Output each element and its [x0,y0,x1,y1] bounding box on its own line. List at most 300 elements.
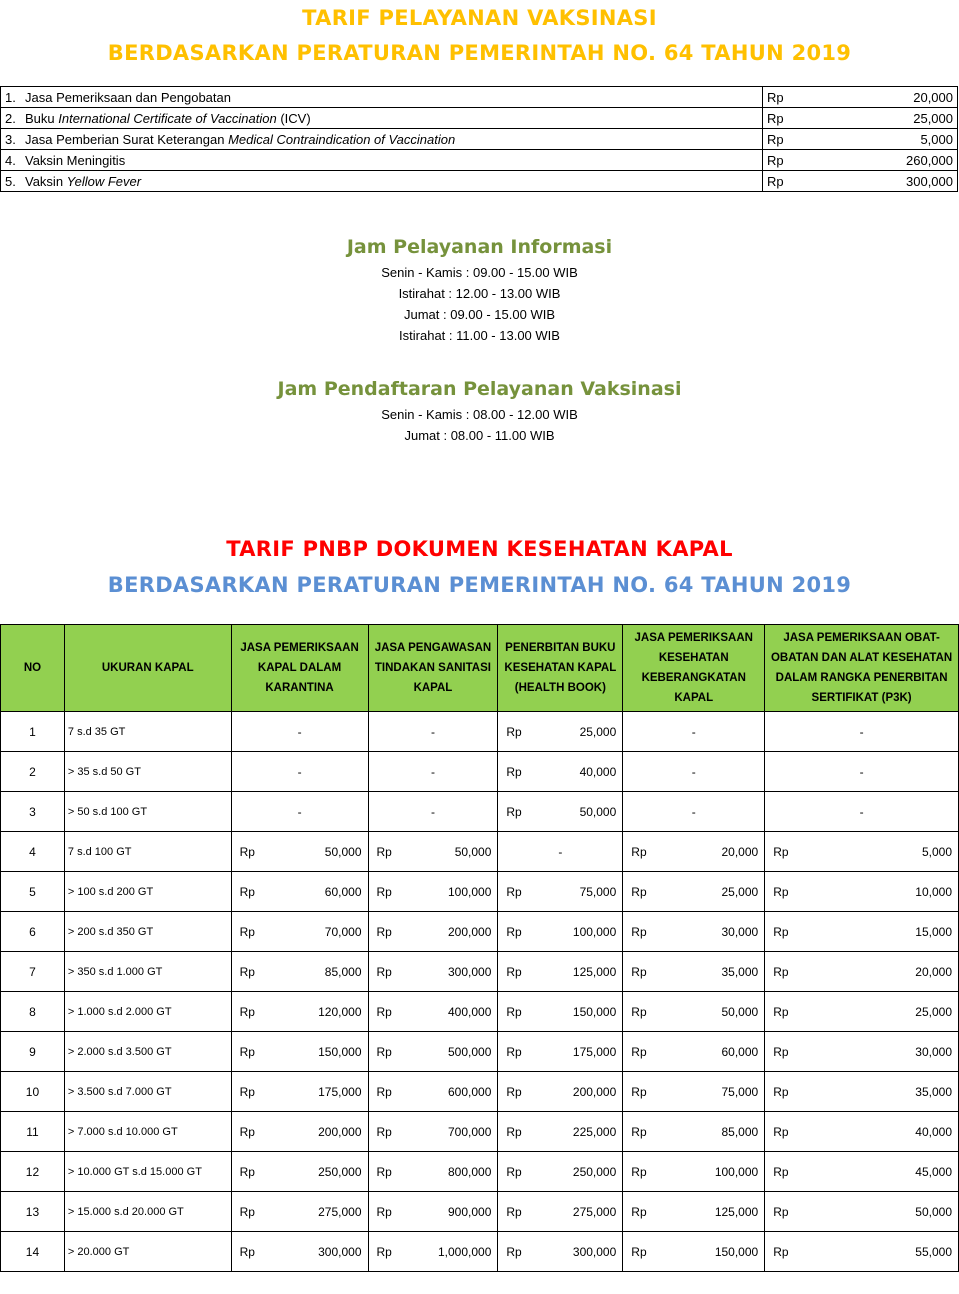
ship-fee-cell [623,832,765,872]
ship-fee [623,1125,764,1139]
tarif-desc-text: Jasa Pemberian Surat Keterangan [25,131,229,147]
ship-size: > 100 s.d 200 GT [64,872,231,912]
ship-fee-cell [623,1232,765,1272]
ship-fee-cell [498,1152,623,1192]
ship-table-row [1,992,959,1032]
ship-fee-cell [368,1112,498,1152]
ship-fee-amount: 200,000 [318,1124,362,1139]
ship-fee [232,1205,368,1219]
ship-fee [623,845,764,859]
ship-fee-cell [498,712,623,752]
ship-fee-currency: Rp [631,1124,647,1139]
ship-fee-empty: - [498,832,623,872]
ship-fee-cell [765,912,959,952]
ship-size: > 2.000 s.d 3.500 GT [64,1032,231,1072]
ship-table-row [1,1152,959,1192]
ship-fee-cell [765,1232,959,1272]
ship-fee [498,765,622,779]
ship-fee [232,1085,368,1099]
jam-pendaftaran-line: Senin - Kamis : 08.00 - 12.00 WIB [381,407,578,422]
ship-fee-amount: 175,000 [572,1044,617,1059]
ship-fee-cell [231,832,368,872]
ship-fee-currency: Rp [239,1044,255,1059]
ship-fee-amount: 900,000 [448,1204,492,1219]
ship-fee-currency: Rp [376,1244,392,1259]
ship-fee-empty: - [623,792,765,832]
tarif-desc-italic: International Certificate of Vaccination [58,110,277,126]
ship-fee [232,1125,368,1139]
vaksinasi-title: TARIF PELAYANAN VAKSINASI [302,6,657,30]
ship-size: > 15.000 s.d 20.000 GT [64,1192,231,1232]
ship-fee-amount: 20,000 [915,964,952,979]
vaksinasi-subtitle: BERDASARKAN PERATURAN PEMERINTAH NO. 64 TAHUN 2019 [107,41,852,65]
ship-table-row [1,1232,959,1272]
ship-fee-amount: 15,000 [915,924,952,939]
ship-fee-cell [623,1032,765,1072]
ship-fee-cell [498,872,623,912]
ship-fee-amount: 600,000 [448,1084,492,1099]
ship-fee-cell [765,1032,959,1072]
ship-fee-currency: Rp [506,1084,522,1099]
ship-size: > 350 s.d 1.000 GT [64,952,231,992]
ship-fee-cell [498,792,623,832]
ship-fee-amount: 60,000 [721,1044,759,1059]
tarif-no: 1. [5,89,16,105]
ship-fee [765,925,958,939]
ship-fee [369,1205,498,1219]
tarif-desc-italic: Medical Contraindication of Vaccination [228,131,456,147]
ship-fee-amount: 35,000 [915,1084,952,1099]
ship-table-row [1,832,959,872]
ship-fee-currency: Rp [239,1124,255,1139]
ship-fee-amount: 50,000 [579,804,617,819]
ship-fee-amount: 25,000 [721,884,759,899]
ship-row-no: 9 [1,1032,65,1072]
tarif-desc-text: Jasa Pemeriksaan dan Pengobatan [25,89,231,105]
ship-fee-amount: 5,000 [921,844,952,859]
tarif-desc [1,87,763,108]
ship-fee-amount: 200,000 [572,1084,617,1099]
ship-fee [369,1005,498,1019]
ship-fee-currency: Rp [506,1164,522,1179]
ship-fee [232,1165,368,1179]
jam-informasi-line: Jumat : 09.00 - 15.00 WIB [403,307,556,322]
ship-fee-amount: 300,000 [448,964,492,979]
ship-fee-amount: 75,000 [579,884,617,899]
ship-table-row [1,1032,959,1072]
ship-fee-empty: - [765,792,959,832]
ship-fee [765,845,958,859]
ship-row-no: 8 [1,992,65,1032]
ship-table-row [1,1072,959,1112]
ship-fee-cell [623,952,765,992]
ship-row-no: 10 [1,1072,65,1112]
ship-fee-cell [231,912,368,952]
ship-fee-amount: 35,000 [721,964,759,979]
ship-fee-empty: - [231,752,368,792]
ship-fee-amount: 200,000 [448,924,492,939]
ship-fee-currency: Rp [631,1204,647,1219]
ship-fee-cell [231,1032,368,1072]
ship-fee-amount: 85,000 [324,964,362,979]
ship-fee-currency: Rp [773,964,789,979]
ship-table-row [1,952,959,992]
ship-fee-amount: 400,000 [448,1004,492,1019]
ship-fee-currency: Rp [239,1244,255,1259]
ship-fee-amount: 25,000 [579,724,617,739]
ship-fee-currency: Rp [773,1164,789,1179]
ship-fee-amount: 300,000 [572,1244,617,1259]
ship-fee-currency: Rp [631,1004,647,1019]
ship-fee-cell [231,952,368,992]
ship-fee-amount: 100,000 [448,884,492,899]
ship-fee-amount: 85,000 [721,1124,759,1139]
ship-fee-currency: Rp [239,884,255,899]
ship-fee [765,1125,958,1139]
ship-fee [765,1045,958,1059]
ship-fee-currency: Rp [239,1004,255,1019]
ship-fee-cell [368,1232,498,1272]
ship-fee-amount: 50,000 [721,1004,759,1019]
jam-informasi-line: Istirahat : 11.00 - 13.00 WIB [399,328,560,343]
jam-informasi-line: Senin - Kamis : 09.00 - 15.00 WIB [381,265,578,280]
tarif-desc-italic: Yellow Fever [66,173,142,189]
ship-fee-amount: 275,000 [572,1204,617,1219]
ship-row-no: 5 [1,872,65,912]
ship-fee [623,1245,764,1259]
ship-fee-cell [368,1032,498,1072]
ship-fee-currency: Rp [376,1084,392,1099]
ship-size: > 35 s.d 50 GT [64,752,231,792]
ship-fee-cell [623,872,765,912]
ship-fee-currency: Rp [376,924,392,939]
ship-fee [623,925,764,939]
ship-fee-currency: Rp [376,844,392,859]
ship-fee [498,1045,622,1059]
ship-fee [232,885,368,899]
ship-row-no: 6 [1,912,65,952]
ship-fee [369,1245,498,1259]
ship-fee-cell [231,1112,368,1152]
tarif-desc-text: Buku [25,110,59,126]
ship-fee [232,1005,368,1019]
ship-fee [623,965,764,979]
ship-fee-currency: Rp [631,1084,647,1099]
ship-fee-currency: Rp [631,924,647,939]
ship-table-header: JASA PEMERIKSAAN KAPAL DALAM KARANTINA [231,625,368,712]
ship-fee-cell [765,992,959,1032]
ship-fee-amount: 75,000 [721,1084,759,1099]
ship-fee [232,965,368,979]
ship-fee-currency: Rp [773,1044,789,1059]
ship-table-header: NO [1,625,65,712]
ship-fee [369,845,498,859]
ship-fee [369,1165,498,1179]
ship-fee-amount: 120,000 [318,1004,362,1019]
ship-fee-cell [765,1152,959,1192]
ship-fee-cell [368,912,498,952]
ship-row-no: 1 [1,712,65,752]
tarif-row [1,129,958,150]
ship-fee-cell [623,912,765,952]
ship-fee [623,1165,764,1179]
tarif-amount: 5,000 [819,129,958,150]
ship-fee [623,1045,764,1059]
ship-table-header: JASA PENGAWASAN TINDAKAN SANITASI KAPAL [368,625,498,712]
ship-fee [765,1165,958,1179]
ship-fee [498,1165,622,1179]
ship-size: > 50 s.d 100 GT [64,792,231,832]
ship-fee [765,1205,958,1219]
tarif-row [1,150,958,171]
ship-fee-cell [623,1112,765,1152]
ship-fee [369,885,498,899]
ship-fee-amount: 40,000 [915,1124,952,1139]
ship-row-no: 2 [1,752,65,792]
ship-fee-amount: 30,000 [915,1044,952,1059]
tarif-currency: Rp [763,108,820,129]
ship-fee-amount: 30,000 [721,924,759,939]
ship-fee-cell [498,1032,623,1072]
ship-fee-amount: 45,000 [915,1164,952,1179]
ship-fee [232,845,368,859]
ship-fee-currency: Rp [239,1204,255,1219]
ship-fee-cell [765,1072,959,1112]
ship-fee [369,965,498,979]
vaksinasi-tarif-table [0,86,958,192]
ship-fee [498,965,622,979]
ship-fee-currency: Rp [376,1124,392,1139]
ship-table-row [1,792,959,832]
ship-fee-currency: Rp [506,804,522,819]
pnbp-subtitle: BERDASARKAN PERATURAN PEMERINTAH NO. 64 TAHUN 2019 [107,573,852,597]
ship-fee [498,1205,622,1219]
ship-fee-currency: Rp [506,724,522,739]
ship-size: 7 s.d 35 GT [64,712,231,752]
ship-fee-currency: Rp [631,964,647,979]
ship-fee-amount: 100,000 [714,1164,759,1179]
tarif-desc [1,150,763,171]
ship-fee-currency: Rp [239,964,255,979]
ship-fee-cell [368,872,498,912]
ship-fee-cell [368,832,498,872]
ship-fee-currency: Rp [506,1004,522,1019]
ship-fee [232,925,368,939]
ship-fee [232,1245,368,1259]
ship-fee [623,1205,764,1219]
tarif-no: 4. [5,152,16,168]
ship-fee-empty: - [623,752,765,792]
ship-fee-amount: 50,000 [454,844,492,859]
ship-table-header: JASA PEMERIKSAAN KESEHATAN KEBERANGKATAN KAPAL [623,625,765,712]
ship-fee-cell [498,912,623,952]
tarif-amount: 25,000 [819,108,958,129]
ship-fee [369,1045,498,1059]
ship-fee-empty: - [368,752,498,792]
ship-fee-amount: 10,000 [915,884,952,899]
ship-fee-empty: - [368,712,498,752]
ship-fee [765,1005,958,1019]
ship-fee-currency: Rp [506,884,522,899]
ship-fee-currency: Rp [376,1204,392,1219]
ship-fee-currency: Rp [506,1204,522,1219]
ship-fee [369,1085,498,1099]
tarif-desc-text: Vaksin Meningitis [25,152,126,168]
ship-fee-currency: Rp [376,1044,392,1059]
tarif-no: 2. [5,110,16,126]
tarif-amount: 20,000 [819,87,958,108]
ship-fee-amount: 275,000 [318,1204,362,1219]
ship-fee-amount: 70,000 [324,924,362,939]
ship-fee [498,1245,622,1259]
ship-size: > 3.500 s.d 7.000 GT [64,1072,231,1112]
jam-informasi-line: Istirahat : 12.00 - 13.00 WIB [398,286,561,301]
ship-fee [498,925,622,939]
ship-fee-empty: - [231,712,368,752]
ship-fee-currency: Rp [773,884,789,899]
ship-table-header: JASA PEMERIKSAAN OBAT-OBATAN DAN ALAT KESEHATAN DALAM RANGKA PENERBITAN SERTIFIKAT (P3K) [765,625,959,712]
ship-fee-cell [623,1152,765,1192]
ship-fee-amount: 500,000 [448,1044,492,1059]
ship-fee-currency: Rp [239,924,255,939]
ship-fee-currency: Rp [239,1164,255,1179]
tarif-no: 3. [5,131,16,147]
ship-row-no: 4 [1,832,65,872]
ship-fee-cell [765,1192,959,1232]
ship-fee-cell [765,952,959,992]
ship-size: 7 s.d 100 GT [64,832,231,872]
ship-fee-currency: Rp [376,1004,392,1019]
ship-fee [623,885,764,899]
ship-fee [623,1085,764,1099]
ship-fee-empty: - [765,712,959,752]
ship-fee-amount: 40,000 [579,764,617,779]
ship-fee [232,1045,368,1059]
ship-row-no: 14 [1,1232,65,1272]
ship-fee-cell [231,1232,368,1272]
ship-fee-currency: Rp [506,924,522,939]
ship-fee-currency: Rp [631,884,647,899]
ship-fee-cell [231,1192,368,1232]
ship-fee-amount: 60,000 [324,884,362,899]
tarif-desc-text: Vaksin [25,173,67,189]
ship-fee-currency: Rp [506,764,522,779]
ship-fee-cell [231,872,368,912]
ship-fee-amount: 100,000 [572,924,617,939]
ship-fee-currency: Rp [239,844,255,859]
ship-fee [498,1085,622,1099]
ship-fee-cell [368,1152,498,1192]
tarif-row [1,87,958,108]
ship-row-no: 7 [1,952,65,992]
ship-fee-cell [623,1192,765,1232]
ship-fee [498,805,622,819]
ship-fee-amount: 1,000,000 [438,1244,492,1259]
ship-fee-currency: Rp [773,844,789,859]
ship-row-no: 13 [1,1192,65,1232]
ship-size: > 10.000 GT s.d 15.000 GT [64,1152,231,1192]
ship-fee-currency: Rp [631,1244,647,1259]
ship-fee-cell [498,1192,623,1232]
ship-fee-cell [623,1072,765,1112]
ship-fee-currency: Rp [773,1244,789,1259]
ship-size: > 20.000 GT [64,1232,231,1272]
ship-row-no: 3 [1,792,65,832]
ship-fee-cell [498,952,623,992]
jam-pendaftaran-vaksinasi [0,378,959,446]
ship-fee-empty: - [368,792,498,832]
ship-fee-amount: 700,000 [448,1124,492,1139]
ship-fee-amount: 25,000 [915,1004,952,1019]
ship-row-no: 11 [1,1112,65,1152]
tarif-row [1,108,958,129]
ship-fee-empty: - [623,712,765,752]
ship-fee [623,1005,764,1019]
jam-pendaftaran-header: Jam Pendaftaran Pelayanan Vaksinasi [277,378,682,400]
ship-fee-amount: 250,000 [318,1164,362,1179]
ship-fee-cell [231,1072,368,1112]
ship-table-row [1,1112,959,1152]
tarif-desc [1,171,763,192]
ship-fee-cell [498,1112,623,1152]
ship-fee-currency: Rp [376,964,392,979]
ship-fee-cell [623,992,765,1032]
jam-pelayanan-informasi [0,236,959,346]
ship-fee-amount: 225,000 [572,1124,617,1139]
jam-pendaftaran-line: Jumat : 08.00 - 11.00 WIB [404,428,555,443]
ship-size: > 1.000 s.d 2.000 GT [64,992,231,1032]
ship-fee-currency: Rp [631,1044,647,1059]
ship-table-row [1,752,959,792]
ship-fee-cell [368,1072,498,1112]
ship-fee-currency: Rp [376,1164,392,1179]
ship-fee-cell [231,992,368,1032]
ship-fee [765,965,958,979]
ship-fee [765,1245,958,1259]
ship-fee-amount: 800,000 [448,1164,492,1179]
ship-fee-currency: Rp [506,964,522,979]
ship-fee-amount: 175,000 [318,1084,362,1099]
ship-fee-amount: 150,000 [714,1244,759,1259]
ship-fee-amount: 55,000 [915,1244,952,1259]
ship-fee-currency: Rp [773,924,789,939]
ship-fee-currency: Rp [631,844,647,859]
ship-size: > 200 s.d 350 GT [64,912,231,952]
ship-fee-cell [231,1152,368,1192]
ship-fee [498,725,622,739]
tarif-amount: 300,000 [819,171,958,192]
tarif-amount: 260,000 [819,150,958,171]
ship-fee-amount: 300,000 [318,1244,362,1259]
ship-fee-currency: Rp [506,1244,522,1259]
ship-tariff-table [0,624,959,1272]
ship-fee-cell [765,872,959,912]
ship-fee-amount: 250,000 [572,1164,617,1179]
ship-fee-cell [498,1072,623,1112]
ship-size: > 7.000 s.d 10.000 GT [64,1112,231,1152]
tarif-currency: Rp [763,150,820,171]
ship-table-row [1,912,959,952]
ship-table-header: PENERBITAN BUKU KESEHATAN KAPAL (HEALTH BOOK) [498,625,623,712]
tarif-currency: Rp [763,129,820,150]
ship-fee-currency: Rp [773,1004,789,1019]
ship-fee-cell [765,1112,959,1152]
tarif-currency: Rp [763,171,820,192]
ship-table-row [1,872,959,912]
ship-fee [498,1005,622,1019]
ship-fee-amount: 20,000 [721,844,759,859]
ship-fee-currency: Rp [506,1124,522,1139]
